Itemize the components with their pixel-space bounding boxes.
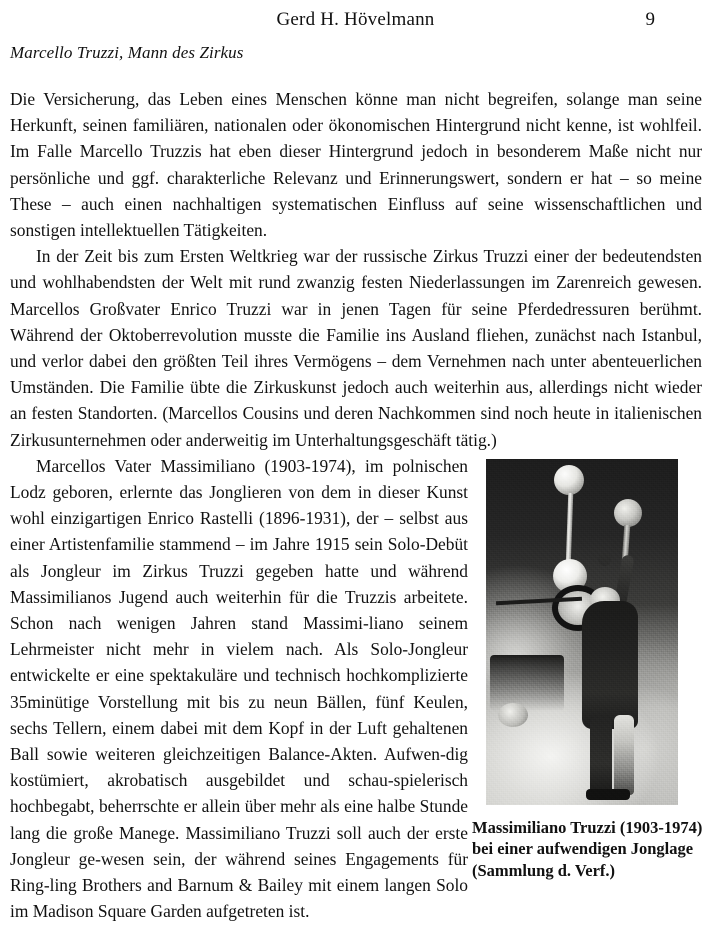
body-paragraph: Die Versicherung, das Leben eines Menschen könne man nicht begreifen, solange man seine Herkunft, seinen familiären, nationalen oder ökonomischen Hintergrund nicht kenne, ist wohlfeil. Im Falle Marcello Truzzis hat eben dieser Hintergrund jedoch in besonderem Maße nicht nur persönliche und ggf. charakterliche Relevanz und Erinnerungswert, sondern er hat – so meine These – auch einen nachhaltigen systematischen Einfluss auf seine wissenschaftlichen und sonstigen intellektuellen Tätigkeiten. (10, 89, 702, 241)
figure-juggler (472, 459, 703, 882)
photo-grain-overlay (486, 459, 678, 805)
running-head (12, 8, 699, 34)
body-paragraph: Marcellos Vater Massimiliano (1903-1974), im polnischen Lodz geboren, erlernte das Jonglieren von dem in dieser Kunst wohl einzigartigen Enrico Rastelli (1896-1931), der – selbst aus einer Artistenfamilie stammend – im Jahre 1915 sein Solo-Debüt als Jongleur im Zirkus Truzzi gegeben hatte und während Massimilianos Jugend auch weiterhin für die Truzzis arbeitete. Schon nach wenigen Jahren stand Massimi-liano seinem Lehrmeister nicht mehr in vielem nach. Als Solo-Jongleur entwickelte er eine spektakuläre und technisch hochkomplizierte 35minütige Vorstellung mit bis zu neun Bällen, fünf Keulen, sechs Tellern, einem dabei mit dem Kopf in der Luft gehaltenen Ball sowie weiteren gleichzeitigen Balance-Akten. Aufwen-dig kostümiert, akrobatisch ausgebildet und schau-spielerisch hochbegabt, beherrschte er allein über mehr als eine halbe Stunde lang die große Manege. Massimiliano Truzzi soll auch der erste Jongleur ge-wesen sein, der während seines Engagements für Ring-ling Brothers and Barnum & Bailey mit einem langen Solo im Madison Square Garden aufgetreten ist. (10, 455, 468, 922)
figure-caption (472, 817, 703, 882)
photograph (486, 459, 678, 805)
body-paragraph: In der Zeit bis zum Ersten Weltkrieg war der russische Zirkus Truzzi einer der bedeutendsten und wohlhabendsten der Welt mit rund zwanzig festen Niederlassungen im Zarenreich gewesen. Marcellos Großvater Enrico Truzzi war in jenen Tagen für seine Pferdedressuren berühmt. Während der Oktoberrevolution musste die Familie ins Ausland fliehen, zunächst nach Istanbul, und verlor dabei den größten Teil ihres Vermögens – dem Vernehmen nach unter abenteuerlichen Umständen. Die Familie übte die Zirkuskunst jedoch auch weiterhin aus, allerdings nicht wieder an festen Standorten. (Marcellos Cousins und deren Nachkommen sind noch heute in italienischen Zirkusunternehmen oder anderweitig im Unterhaltungsgeschäft tätig.) (10, 246, 702, 450)
section-subtitle: Marcello Truzzi, Mann des Zirkus (10, 43, 244, 62)
figure-caption-line: (Sammlung d. Verf.) (472, 860, 616, 880)
body-text-block (10, 86, 702, 925)
page-number: 9 (645, 9, 655, 30)
figure-caption-line: Massimiliano Truzzi (1903-1974) (472, 817, 703, 837)
figure-caption-line: bei einer aufwendigen Jonglage (472, 839, 694, 859)
running-head-title: Gerd H. Hövelmann (276, 9, 435, 30)
